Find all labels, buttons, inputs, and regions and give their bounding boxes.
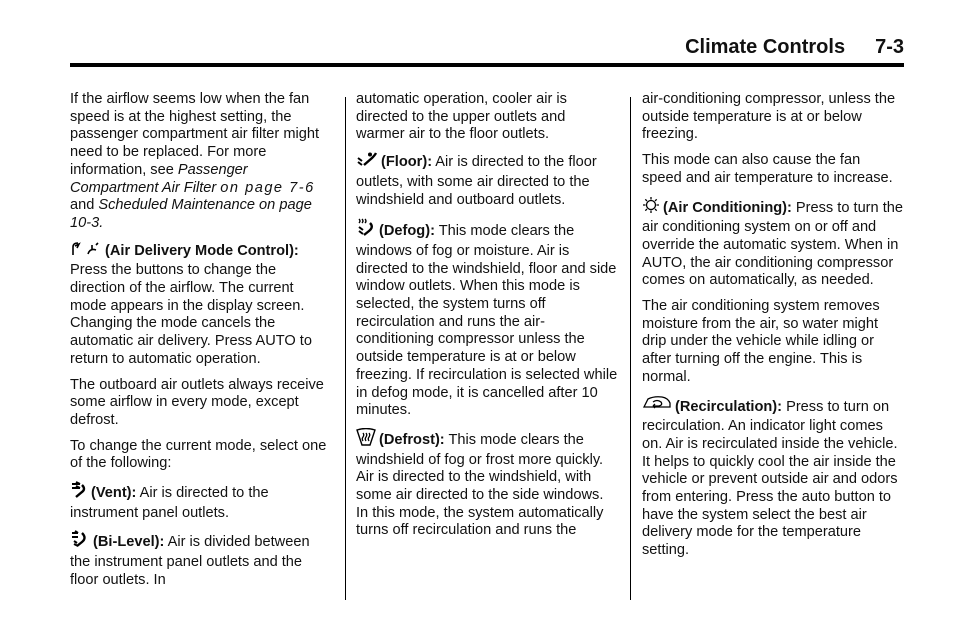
paragraph: The air conditioning system removes moisture from the air, so water might drip under the vehicle while idling or after turning off the engine. This is normal. [642,298,880,385]
paragraph: automatic operation, cooler air is directed to the upper outlets and warmer air to the floor outlets. [356,91,567,143]
body-text: This mode clears the windows of fog or moisture. Air is directed to the windshield, floor and side window outlets. When this mode is selected, the system turns off recirculation and runs the air-conditioning compressor unless the outside temperature is at or below freezing. If recirculation is selected while in defog mode, it is cancelled after 10 minutes. [356,223,618,419]
paragraph: air-conditioning compressor, unless the outside temperature is at or below freezing. [642,91,896,143]
paragraph [70,481,332,522]
term-label: (Bi-Level): [93,534,165,551]
term-label: (Recirculation): [675,398,783,415]
term-label: (Defog): [379,223,435,240]
paragraph [70,91,332,233]
defog-mode-icon [356,217,376,243]
body-text: Press to turn the air conditioning system on or off and override the automatic system. When in AUTO, the air conditioning compressor comes on automatically, as needed. [642,199,904,289]
term-label: (Floor): [381,154,433,171]
vent-mode-icon [70,481,88,505]
air-conditioning-icon [642,196,660,220]
paragraph: The outboard air outlets always receive some airflow in every mode, except defrost. [70,376,324,428]
header-rule [70,63,904,67]
term-label: (Vent): [91,485,137,502]
page-number: 7-3 [875,36,904,58]
section-title: Climate Controls [685,36,846,58]
term-label: (Defrost): [379,431,445,448]
cross-reference-link[interactable]: Scheduled Maintenance on page 10-3. [70,197,312,231]
paragraph [70,241,332,369]
body-text: Air is directed to the floor outlets, with some air directed to the windshield and outboard outlets. [356,154,597,208]
paragraph [70,530,332,589]
air-delivery-mode-icons [70,241,102,263]
page-header [70,36,904,66]
term-label: (Air Conditioning): [663,199,792,216]
body-text: Air is divided between the instrument panel outlets and the floor outlets. In [70,534,310,588]
defrost-mode-icon [356,428,376,452]
paragraph [356,217,618,420]
paragraph: To change the current mode, select one of the following: [70,437,327,472]
body-text: This mode clears the windshield of fog or frost more quickly. Air is directed to the windshield, with some air directed to the side windows. In this mode, the system automatically turns off recirculation and runs the [356,431,604,539]
column-2 [356,91,618,548]
body-text: Press to turn on recirculation. An indicator light comes on. Air is recirculated inside the vehicle. It helps to quickly cool the air inside the vehicle or prevent outside air and odors from entering. Press the auto button to have the system select the best air delivery mode for the temperature setting. [642,398,898,559]
column-divider [630,97,631,600]
cross-reference-link[interactable]: 7-6 [283,179,315,196]
floor-mode-icon [356,152,378,174]
bi-level-mode-icon [70,530,90,554]
term-label: (Air Delivery Mode Control): [105,242,299,259]
column-1 [70,91,332,598]
paragraph [642,196,904,291]
recirculation-icon [642,395,672,419]
paragraph [356,428,618,540]
paragraph [642,395,904,560]
body-text: If the airflow seems low when the fan speed is at the highest setting, the passenger compartment air filter might need to be replaced. For more information, see [70,91,320,178]
cross-reference-link[interactable]: Passenger Compartment Air Filter [70,161,248,196]
body-text: and [70,197,99,214]
paragraph: This mode can also cause the fan speed and air temperature to increase. [642,152,893,186]
body-text: Press the buttons to change the direction of the airflow. The current mode appears in the display screen. Changing the mode cancels the automatic air delivery. Press AUTO to return to automatic operation. [70,262,312,367]
paragraph [356,152,618,209]
column-3 [642,91,904,568]
column-divider [345,97,346,600]
cross-reference-link[interactable]: on page [220,179,284,196]
body-text: Air is directed to the instrument panel outlets. [70,485,269,521]
